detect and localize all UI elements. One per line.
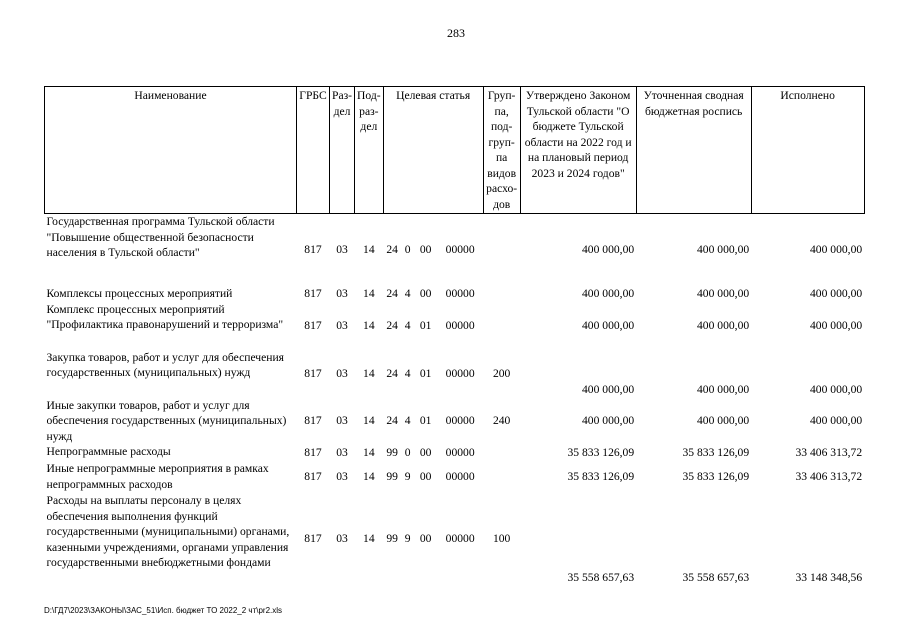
page-number: 283 [447,26,465,40]
table-row [45,398,865,445]
row-vr [483,214,520,286]
header-name: Наименование [45,87,297,214]
row-approved: 400 000,00 [581,383,635,396]
row-executed: 33 406 313,72 [795,470,863,484]
row-pr: 14 [363,445,375,459]
row-refined: 400 000,00 [696,414,750,427]
row-t3: 01 [419,414,432,427]
row-t1: 24 [386,318,398,332]
row-t3: 00 [419,532,432,546]
row-refined: 35 833 126,09 [682,445,750,459]
row-executed: 33 148 348,56 [795,570,863,584]
row-approved: 400 000,00 [581,318,635,332]
row-pr: 14 [363,318,375,332]
row-refined: 400 000,00 [696,383,750,396]
row-pr: 14 [363,414,375,427]
row-t4: 00000 [445,470,475,484]
row-rz: 03 [336,470,348,484]
row-t3: 00 [419,243,432,256]
table-row [45,214,865,286]
row-grbs: 817 [304,243,322,256]
row-executed: 400 000,00 [809,243,863,256]
row-t1: 24 [386,414,398,427]
row-rz: 03 [336,532,348,546]
row-name: Иные закупки товаров, работ и услуг для обеспечения государственных (муниципальных) нужд [46,398,287,443]
row-t1: 24 [386,243,398,256]
row-executed: 33 406 313,72 [795,445,863,459]
row-t1: 24 [386,366,398,380]
row-vr: 100 [492,532,511,546]
row-approved: 400 000,00 [581,414,635,427]
header-group: Груп-па, под-груп-па видов расхо-дов [483,87,520,214]
row-name: Иные непрограммные мероприятия в рамках непрограммных расходов [46,462,269,491]
row-refined: 35 558 657,63 [682,570,750,584]
header-executed: Исполнено [751,87,864,214]
row-t4: 00000 [445,318,475,332]
row-grbs: 817 [304,366,322,380]
row-t1: 99 [386,532,398,546]
row-t4: 00000 [445,243,475,256]
row-name: Расходы на выплаты персоналу в целях обеспечения выполнения функций государственными (муниципальными) органами, казенными учреждениями, органами управления государственными внебюджетными фондами [46,494,290,569]
row-t2: 4 [404,318,411,332]
row-pr: 14 [363,470,375,484]
row-vr: 200 [492,366,511,380]
row-name: Комплекс процессных мероприятий "Профилактика правонарушений и терроризма" [46,302,284,331]
row-t2: 4 [404,286,411,300]
row-name: Непрограммные расходы [46,445,171,458]
row-pr: 14 [363,532,375,546]
row-executed: 400 000,00 [809,286,863,300]
row-grbs: 817 [304,532,322,546]
row-t4: 00000 [445,366,475,380]
row-rz: 03 [336,286,348,300]
row-t4: 00000 [445,532,475,546]
row-refined: 35 833 126,09 [682,470,750,484]
row-grbs: 817 [304,445,322,459]
row-rz: 03 [336,445,348,459]
row-t1: 99 [386,445,398,459]
row-t2: 9 [404,470,411,484]
row-t4: 00000 [445,286,475,300]
row-rz: 03 [336,414,348,427]
row-grbs: 817 [304,470,322,484]
row-vr [483,286,520,302]
row-grbs: 817 [304,414,322,427]
row-rz: 03 [336,318,348,332]
row-vr: 240 [492,414,511,427]
row-t2: 9 [404,532,411,546]
row-approved: 35 558 657,63 [567,570,635,584]
row-t1: 99 [386,470,398,484]
row-rz: 03 [336,366,348,380]
table-row [45,444,865,461]
row-refined: 400 000,00 [696,243,750,256]
row-executed: 400 000,00 [809,383,863,396]
row-vr [483,444,520,461]
budget-table [44,86,865,585]
table-row [45,286,865,302]
row-t2: 0 [404,243,411,256]
table-row [45,350,865,398]
row-t4: 00000 [445,445,475,459]
row-vr [483,461,520,493]
row-approved: 35 833 126,09 [567,445,635,459]
table-row [45,302,865,350]
row-grbs: 817 [304,286,322,300]
header-grbs: ГРБС [297,87,330,214]
row-approved: 35 833 126,09 [567,470,635,484]
row-refined: 400 000,00 [696,286,750,300]
row-t3: 01 [419,366,432,380]
table-row [45,493,865,585]
row-executed: 400 000,00 [809,318,863,332]
row-t1: 24 [386,286,398,300]
header-approved: Утверждено Законом Тульской области "О бюджете Тульской области на 2022 год и на плановый период 2023 и 2024 годов" [520,87,636,214]
row-executed: 400 000,00 [809,414,863,427]
row-pr: 14 [363,366,375,380]
row-t2: 4 [404,414,411,427]
header-refined: Уточненная сводная бюджетная роспись [636,87,751,214]
row-t3: 00 [419,470,432,484]
row-vr [483,302,520,350]
header-target: Целевая статья [383,87,483,214]
row-name: Государственная программа Тульской области "Повышение общественной безопасности населения в Тульской области" [46,215,275,259]
file-path-footer: D:\ГД7\2023\ЗАКОНЫ\ЗАС_51\Исп. бюджет ТО 2022_2 чт\pr2.xls [44,606,283,615]
row-grbs: 817 [304,318,322,332]
row-approved: 400 000,00 [581,286,635,300]
row-refined: 400 000,00 [696,318,750,332]
row-t3: 00 [419,445,432,459]
row-t3: 00 [419,286,432,300]
row-rz: 03 [336,243,348,256]
row-t2: 0 [404,445,411,459]
row-pr: 14 [363,243,375,256]
header-razdel: Раз-дел [330,87,355,214]
row-approved: 400 000,00 [581,243,635,256]
row-t4: 00000 [445,414,475,427]
row-name: Комплексы процессных мероприятий [46,286,233,300]
row-name: Закупка товаров, работ и услуг для обеспечения государственных (муниципальных) нужд [46,350,285,379]
row-t3: 01 [419,318,432,332]
row-pr: 14 [363,286,375,300]
header-podrazdel: Под-раз-дел [355,87,384,214]
row-t2: 4 [404,366,411,380]
table-row [45,461,865,493]
